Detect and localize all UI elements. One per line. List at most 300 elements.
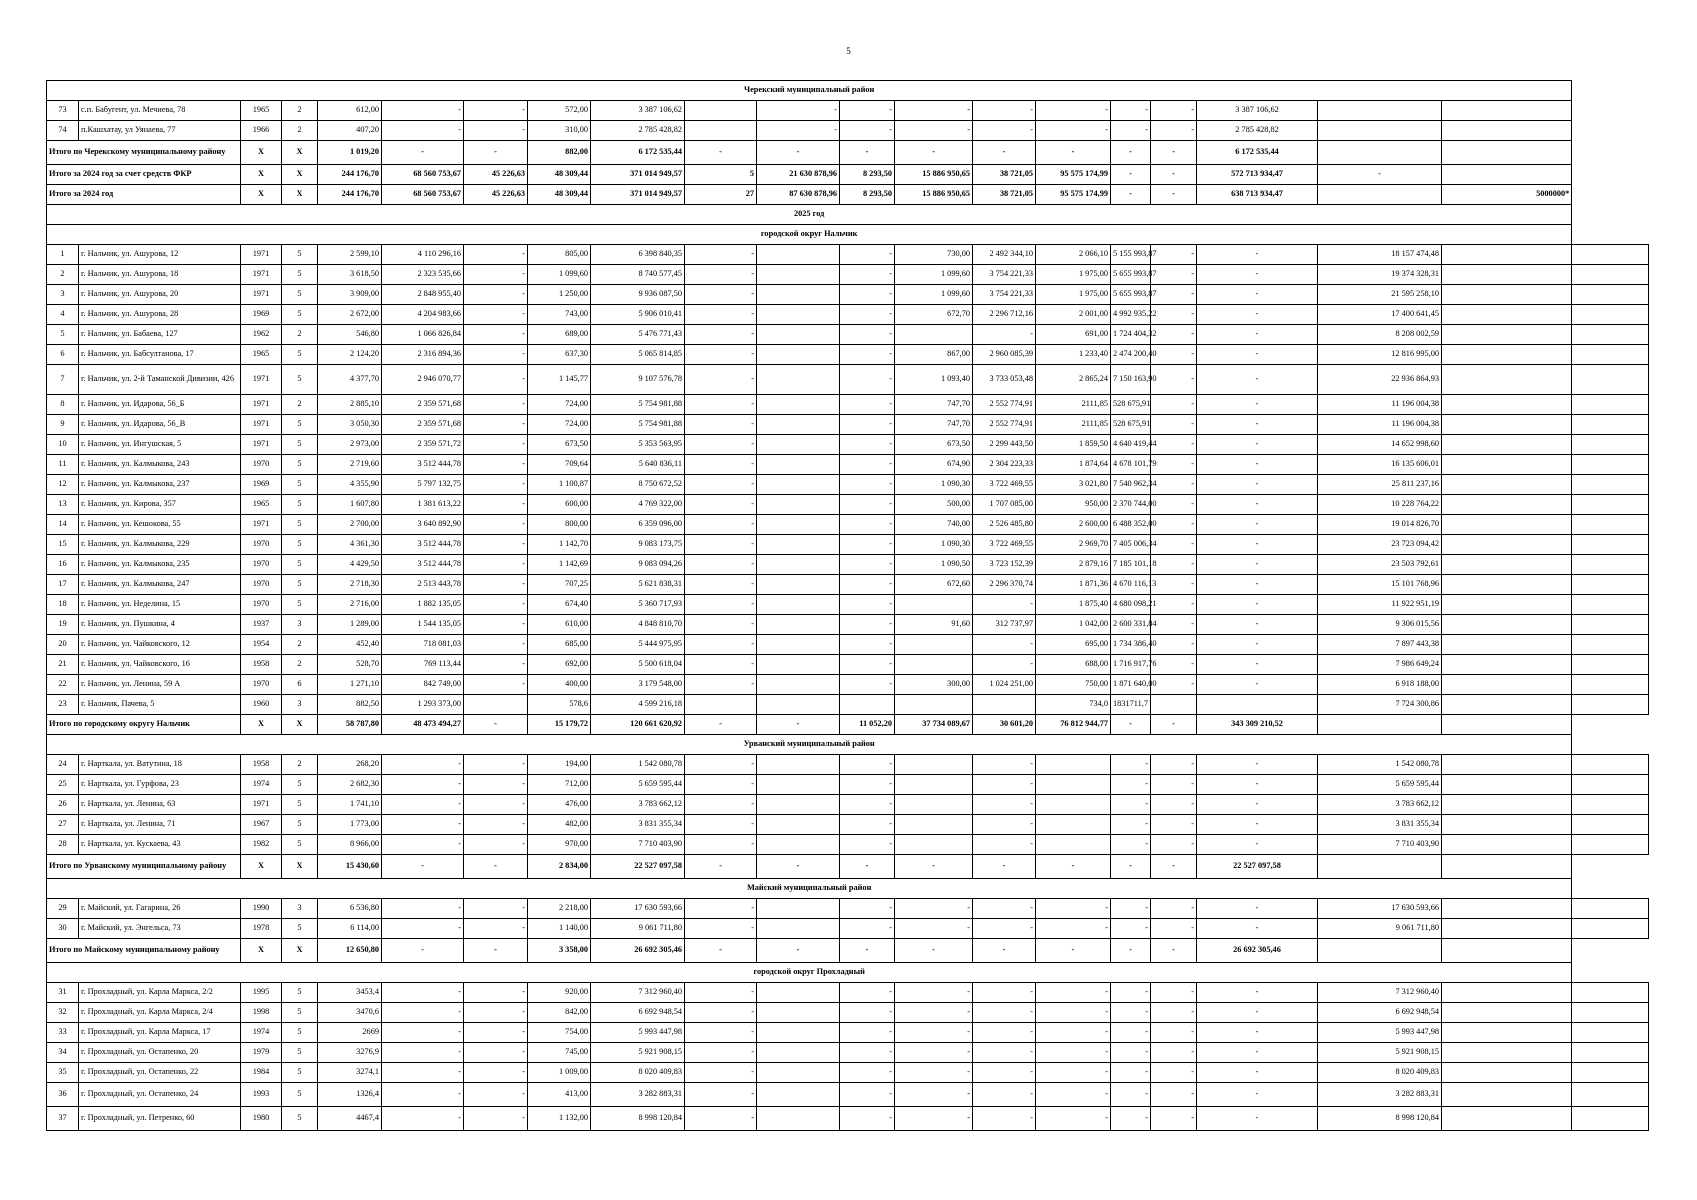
table-cell: -: [685, 265, 757, 285]
total-cell: 2 834,00: [528, 855, 591, 879]
table-cell: 1 099,60: [895, 285, 973, 305]
table-cell: 1 090,30: [895, 475, 973, 495]
table-cell: [1572, 635, 1649, 655]
table-cell: -: [464, 121, 528, 141]
total-cell: [1318, 141, 1442, 165]
total-cell: -: [685, 141, 757, 165]
table-cell: 8 966,00: [318, 835, 382, 855]
table-cell: -: [1036, 1063, 1111, 1083]
table-cell: 17 630 593,66: [591, 899, 685, 919]
table-cell: -: [1197, 675, 1318, 695]
table-row: [47, 1003, 1649, 1023]
table-cell: 2: [282, 101, 318, 121]
table-cell: [757, 675, 840, 695]
table-cell: 3: [282, 695, 318, 715]
table-cell: 2 599,10: [318, 245, 382, 265]
table-cell: [1036, 835, 1111, 855]
table-cell: 25 811 237,16: [1318, 475, 1442, 495]
table-cell: -: [840, 415, 895, 435]
table-cell: -: [1197, 595, 1318, 615]
table-row: [47, 775, 1649, 795]
table-cell: [757, 455, 840, 475]
table-cell: 4: [47, 305, 79, 325]
address-cell: г. Нальчик, ул. Ашурова, 18: [79, 265, 241, 285]
table-cell: 1 707 085,00: [973, 495, 1036, 515]
table-cell: 1958: [241, 755, 282, 775]
address-cell: г. Нальчик, ул. Калмыкова, 237: [79, 475, 241, 495]
address-cell: п.Кашхатау, ул Уянаева, 77: [79, 121, 241, 141]
table-cell: -: [840, 899, 895, 919]
table-cell: 6 398 840,35: [591, 245, 685, 265]
table-cell: [1572, 555, 1649, 575]
total-cell: 15 886 950,65: [895, 185, 973, 205]
table-cell: -: [685, 515, 757, 535]
table-cell: 2 323 535,66: [382, 265, 464, 285]
table-cell: [1572, 265, 1649, 285]
table-cell: 2 969,70: [1036, 535, 1111, 555]
table-cell: 9 061 711,80: [591, 919, 685, 939]
table-cell: [1572, 435, 1649, 455]
table-cell: 2 370 744,00: [1111, 495, 1151, 515]
table-cell: 5: [282, 795, 318, 815]
total-cell: 22 527 097,58: [1197, 855, 1318, 879]
table-cell: -: [973, 755, 1036, 775]
table-cell: [757, 515, 840, 535]
table-cell: 17 630 593,66: [1318, 899, 1442, 919]
table-cell: 1984: [241, 1063, 282, 1083]
table-cell: 1966: [241, 121, 282, 141]
address-cell: г. Прохладный, ул. Карла Маркса, 2/4: [79, 1003, 241, 1023]
table-cell: -: [685, 983, 757, 1003]
table-cell: 1971: [241, 285, 282, 305]
table-cell: -: [685, 1023, 757, 1043]
table-cell: [757, 435, 840, 455]
table-cell: -: [685, 655, 757, 675]
table-cell: -: [1197, 475, 1318, 495]
table-cell: 2 682,30: [318, 775, 382, 795]
table-cell: 4 678 101,79: [1111, 455, 1151, 475]
total-cell: 68 560 753,67: [382, 185, 464, 205]
table-cell: -: [685, 555, 757, 575]
table-cell: 1 607,80: [318, 495, 382, 515]
table-cell: [1151, 695, 1197, 715]
table-row: [47, 695, 1649, 715]
table-cell: -: [1151, 675, 1197, 695]
table-cell: -: [1197, 1023, 1318, 1043]
table-cell: -: [1151, 265, 1197, 285]
table-cell: -: [1197, 775, 1318, 795]
table-cell: 5 065 814,85: [591, 345, 685, 365]
total-cell: [1442, 165, 1572, 185]
table-cell: -: [895, 1043, 973, 1063]
table-cell: 1 024 251,00: [973, 675, 1036, 695]
table-cell: [1442, 635, 1572, 655]
table-cell: 5: [282, 1023, 318, 1043]
table-cell: 637,30: [528, 345, 591, 365]
table-cell: 5 754 981,88: [591, 415, 685, 435]
table-cell: 2111,85: [1036, 395, 1111, 415]
table-cell: [1442, 1043, 1572, 1063]
table-cell: 16: [47, 555, 79, 575]
table-cell: -: [840, 345, 895, 365]
table-cell: 5: [282, 919, 318, 939]
table-cell: 5 906 010,41: [591, 305, 685, 325]
table-cell: 6 692 948,54: [1318, 1003, 1442, 1023]
table-cell: 9: [47, 415, 79, 435]
table-cell: [1442, 615, 1572, 635]
table-cell: 3 512 444,78: [382, 455, 464, 475]
table-cell: 1 271,10: [318, 675, 382, 695]
address-cell: г. Нальчик, ул. Идарова, 56_В: [79, 415, 241, 435]
table-cell: -: [1197, 1107, 1318, 1131]
total-cell: -: [757, 715, 840, 735]
total-cell: -: [1318, 165, 1442, 185]
total-cell: -: [1151, 715, 1197, 735]
table-cell: 1993: [241, 1083, 282, 1107]
table-cell: 3 733 053,48: [973, 365, 1036, 395]
table-cell: 685,00: [528, 635, 591, 655]
table-cell: 476,00: [528, 795, 591, 815]
table-cell: -: [1151, 1003, 1197, 1023]
table-cell: 6 536,80: [318, 899, 382, 919]
total-cell: 30 601,20: [973, 715, 1036, 735]
table-cell: 2 946 070,77: [382, 365, 464, 395]
table-cell: -: [895, 1023, 973, 1043]
table-cell: -: [1197, 285, 1318, 305]
address-cell: г. Нальчик, ул. Чайковского, 16: [79, 655, 241, 675]
table-cell: -: [685, 575, 757, 595]
table-cell: [757, 1023, 840, 1043]
table-cell: -: [1197, 983, 1318, 1003]
table-cell: 3 387 106,62: [1197, 101, 1318, 121]
table-cell: [1572, 365, 1649, 395]
table-cell: 2 600 331,84: [1111, 615, 1151, 635]
table-cell: 1965: [241, 495, 282, 515]
table-cell: 7 897 443,38: [1318, 635, 1442, 655]
table-cell: 528 675,91: [1111, 415, 1151, 435]
table-cell: -: [973, 325, 1036, 345]
table-row: [47, 555, 1649, 575]
table-cell: [1442, 655, 1572, 675]
table-cell: -: [685, 595, 757, 615]
section-header-row: [47, 81, 1649, 101]
total-cell: -: [1111, 165, 1151, 185]
total-cell: -: [1151, 939, 1197, 963]
total-cell: [1442, 855, 1572, 879]
table-cell: [757, 919, 840, 939]
table-cell: 745,00: [528, 1043, 591, 1063]
table-cell: [757, 1003, 840, 1023]
table-cell: 11 922 951,19: [1318, 595, 1442, 615]
table-cell: 6: [282, 675, 318, 695]
table-row: [47, 455, 1649, 475]
table-cell: -: [840, 795, 895, 815]
total-cell: 371 014 949,57: [591, 185, 685, 205]
table-cell: -: [1111, 775, 1151, 795]
table-cell: -: [895, 1003, 973, 1023]
table-cell: -: [895, 919, 973, 939]
table-cell: [1442, 265, 1572, 285]
table-cell: [1442, 415, 1572, 435]
table-cell: -: [464, 595, 528, 615]
table-cell: -: [1151, 595, 1197, 615]
total-cell: 244 176,70: [318, 165, 382, 185]
table-row: [47, 515, 1649, 535]
table-cell: 688,00: [1036, 655, 1111, 675]
table-cell: -: [464, 515, 528, 535]
table-cell: -: [1036, 919, 1111, 939]
total-cell: -: [973, 939, 1036, 963]
table-cell: [895, 835, 973, 855]
table-cell: 2: [282, 325, 318, 345]
total-cell: 48 473 494,27: [382, 715, 464, 735]
table-cell: 2 513 443,78: [382, 575, 464, 595]
table-cell: [895, 695, 973, 715]
table-cell: -: [840, 365, 895, 395]
total-cell: X: [241, 141, 282, 165]
table-cell: 22 936 864,93: [1318, 365, 1442, 395]
total-cell: -: [1036, 855, 1111, 879]
table-cell: 1974: [241, 1023, 282, 1043]
table-cell: -: [1197, 815, 1318, 835]
table-cell: -: [464, 365, 528, 395]
table-cell: [757, 1107, 840, 1131]
table-cell: 35: [47, 1063, 79, 1083]
table-row: [47, 655, 1649, 675]
total-cell: 11 052,20: [840, 715, 895, 735]
table-cell: [1442, 983, 1572, 1003]
table-cell: 4 992 935,22: [1111, 305, 1151, 325]
table-cell: 5: [282, 555, 318, 575]
table-cell: -: [464, 265, 528, 285]
total-cell: 6 172 535,44: [591, 141, 685, 165]
table-cell: -: [464, 615, 528, 635]
total-cell: -: [1151, 855, 1197, 879]
table-cell: [757, 1083, 840, 1107]
table-cell: -: [1197, 635, 1318, 655]
table-cell: 2 316 894,36: [382, 345, 464, 365]
address-cell: г. Нальчик, ул. Ингушская, 5: [79, 435, 241, 455]
table-cell: 36: [47, 1083, 79, 1107]
table-cell: -: [464, 325, 528, 345]
table-cell: -: [685, 455, 757, 475]
table-cell: 1 099,60: [895, 265, 973, 285]
table-cell: -: [685, 615, 757, 635]
table-cell: 1 066 826,84: [382, 325, 464, 345]
table-cell: 7 312 960,40: [591, 983, 685, 1003]
table-row: [47, 795, 1649, 815]
table-cell: 6 114,00: [318, 919, 382, 939]
address-cell: г. Майский, ул. Энгельса, 73: [79, 919, 241, 939]
table-cell: 3 831 355,34: [1318, 815, 1442, 835]
table-cell: [1197, 695, 1318, 715]
table-cell: [1036, 775, 1111, 795]
table-cell: 724,00: [528, 415, 591, 435]
address-cell: г. Нальчик, Пачева, 5: [79, 695, 241, 715]
table-cell: 1 871 640,00: [1111, 675, 1151, 695]
table-cell: 1970: [241, 455, 282, 475]
table-row: [47, 899, 1649, 919]
table-cell: -: [464, 415, 528, 435]
address-cell: г. Нарткала, ул. Ватутина, 18: [79, 755, 241, 775]
table-cell: 2 296 370,74: [973, 575, 1036, 595]
table-cell: -: [382, 1083, 464, 1107]
table-cell: 673,50: [528, 435, 591, 455]
total-cell: -: [1111, 141, 1151, 165]
total-cell: [1318, 855, 1442, 879]
table-cell: -: [1151, 121, 1197, 141]
table-cell: -: [973, 1063, 1036, 1083]
table-cell: 769 113,44: [382, 655, 464, 675]
table-cell: 15 101 768,96: [1318, 575, 1442, 595]
table-cell: -: [840, 245, 895, 265]
table-cell: 1 882 135,05: [382, 595, 464, 615]
table-cell: -: [464, 345, 528, 365]
table-cell: 724,00: [528, 395, 591, 415]
table-cell: -: [464, 1107, 528, 1131]
table-cell: 1965: [241, 345, 282, 365]
table-cell: -: [840, 305, 895, 325]
table-cell: [1036, 755, 1111, 775]
table-cell: -: [1151, 795, 1197, 815]
table-cell: -: [685, 835, 757, 855]
table-cell: 2 865,24: [1036, 365, 1111, 395]
table-cell: 1 381 613,22: [382, 495, 464, 515]
table-cell: -: [685, 325, 757, 345]
table-cell: 2 719,60: [318, 455, 382, 475]
table-cell: -: [840, 455, 895, 475]
table-cell: 1326,4: [318, 1083, 382, 1107]
total-cell: -: [757, 855, 840, 879]
table-cell: [1572, 795, 1649, 815]
address-cell: г. Нальчик, ул. Кирова, 357: [79, 495, 241, 515]
address-cell: г. Нарткала, ул. Ленина, 71: [79, 815, 241, 835]
table-cell: -: [973, 101, 1036, 121]
table-cell: -: [1197, 535, 1318, 555]
table-cell: 1971: [241, 435, 282, 455]
table-cell: [757, 635, 840, 655]
table-cell: 1 542 080,78: [1318, 755, 1442, 775]
table-cell: -: [685, 285, 757, 305]
table-cell: -: [464, 475, 528, 495]
table-cell: [1572, 815, 1649, 835]
total-cell: [1442, 715, 1572, 735]
table-cell: 8 740 577,45: [591, 265, 685, 285]
table-cell: 91,60: [895, 615, 973, 635]
table-cell: [1572, 1043, 1649, 1063]
table-cell: -: [685, 755, 757, 775]
table-cell: 4 599 216,18: [591, 695, 685, 715]
table-cell: 5 353 563,95: [591, 435, 685, 455]
table-row: [47, 575, 1649, 595]
table-cell: 672,60: [895, 575, 973, 595]
table-cell: -: [973, 983, 1036, 1003]
table-row: [47, 755, 1649, 775]
table-cell: -: [1197, 1063, 1318, 1083]
table-cell: -: [895, 121, 973, 141]
table-cell: 4 355,90: [318, 475, 382, 495]
total-cell: 76 812 944,77: [1036, 715, 1111, 735]
table-cell: 2 474 200,40: [1111, 345, 1151, 365]
table-cell: 1969: [241, 305, 282, 325]
table-cell: -: [840, 121, 895, 141]
table-cell: -: [1151, 815, 1197, 835]
total-cell: -: [382, 141, 464, 165]
table-cell: 4 361,30: [318, 535, 382, 555]
table-cell: 4 204 983,66: [382, 305, 464, 325]
table-cell: 11 196 004,38: [1318, 415, 1442, 435]
table-cell: -: [840, 265, 895, 285]
table-cell: [1572, 395, 1649, 415]
table-row: [47, 1107, 1649, 1131]
table-cell: 28: [47, 835, 79, 855]
table-cell: -: [1197, 795, 1318, 815]
table-cell: -: [973, 595, 1036, 615]
table-cell: 5 754 981,88: [591, 395, 685, 415]
table-cell: -: [1151, 535, 1197, 555]
total-cell: [1442, 939, 1572, 963]
table-cell: [1572, 775, 1649, 795]
table-cell: 5: [282, 983, 318, 1003]
table-row: [47, 245, 1649, 265]
table-cell: [1442, 755, 1572, 775]
table-cell: [1442, 595, 1572, 615]
total-cell: -: [464, 715, 528, 735]
table-cell: -: [382, 121, 464, 141]
table-cell: 674,90: [895, 455, 973, 475]
table-cell: -: [840, 1083, 895, 1107]
total-cell: X: [241, 939, 282, 963]
table-cell: -: [840, 1003, 895, 1023]
table-cell: 1 773,00: [318, 815, 382, 835]
table-cell: -: [1151, 345, 1197, 365]
table-cell: 867,00: [895, 345, 973, 365]
table-cell: 12 816 995,00: [1318, 345, 1442, 365]
table-cell: [1572, 983, 1649, 1003]
table-cell: [757, 495, 840, 515]
table-cell: 2 879,16: [1036, 555, 1111, 575]
table-cell: [757, 615, 840, 635]
table-cell: -: [685, 365, 757, 395]
table-cell: -: [685, 899, 757, 919]
table-cell: [757, 345, 840, 365]
total-cell: 1 019,20: [318, 141, 382, 165]
table-cell: [1442, 365, 1572, 395]
total-cell: -: [685, 939, 757, 963]
table-cell: [1442, 575, 1572, 595]
table-cell: 2 359 571,68: [382, 415, 464, 435]
table-cell: 5 360 717,93: [591, 595, 685, 615]
table-cell: -: [1111, 755, 1151, 775]
table-cell: 3 754 221,33: [973, 265, 1036, 285]
table-cell: 5: [282, 1063, 318, 1083]
table-cell: [1442, 815, 1572, 835]
table-cell: -: [1151, 835, 1197, 855]
total-cell: -: [1111, 855, 1151, 879]
table-cell: -: [840, 435, 895, 455]
table-cell: 1 142,69: [528, 555, 591, 575]
total-cell: -: [1036, 141, 1111, 165]
table-row: [47, 615, 1649, 635]
table-cell: -: [895, 1107, 973, 1131]
address-cell: г. Прохладный, ул. Карла Маркса, 17: [79, 1023, 241, 1043]
address-cell: г. Нарткала, ул. Кускаева, 43: [79, 835, 241, 855]
table-cell: 970,00: [528, 835, 591, 855]
table-cell: -: [1197, 1083, 1318, 1107]
table-cell: -: [1151, 755, 1197, 775]
table-cell: 5 921 908,15: [591, 1043, 685, 1063]
address-cell: г. Нальчик, ул. Калмыкова, 235: [79, 555, 241, 575]
